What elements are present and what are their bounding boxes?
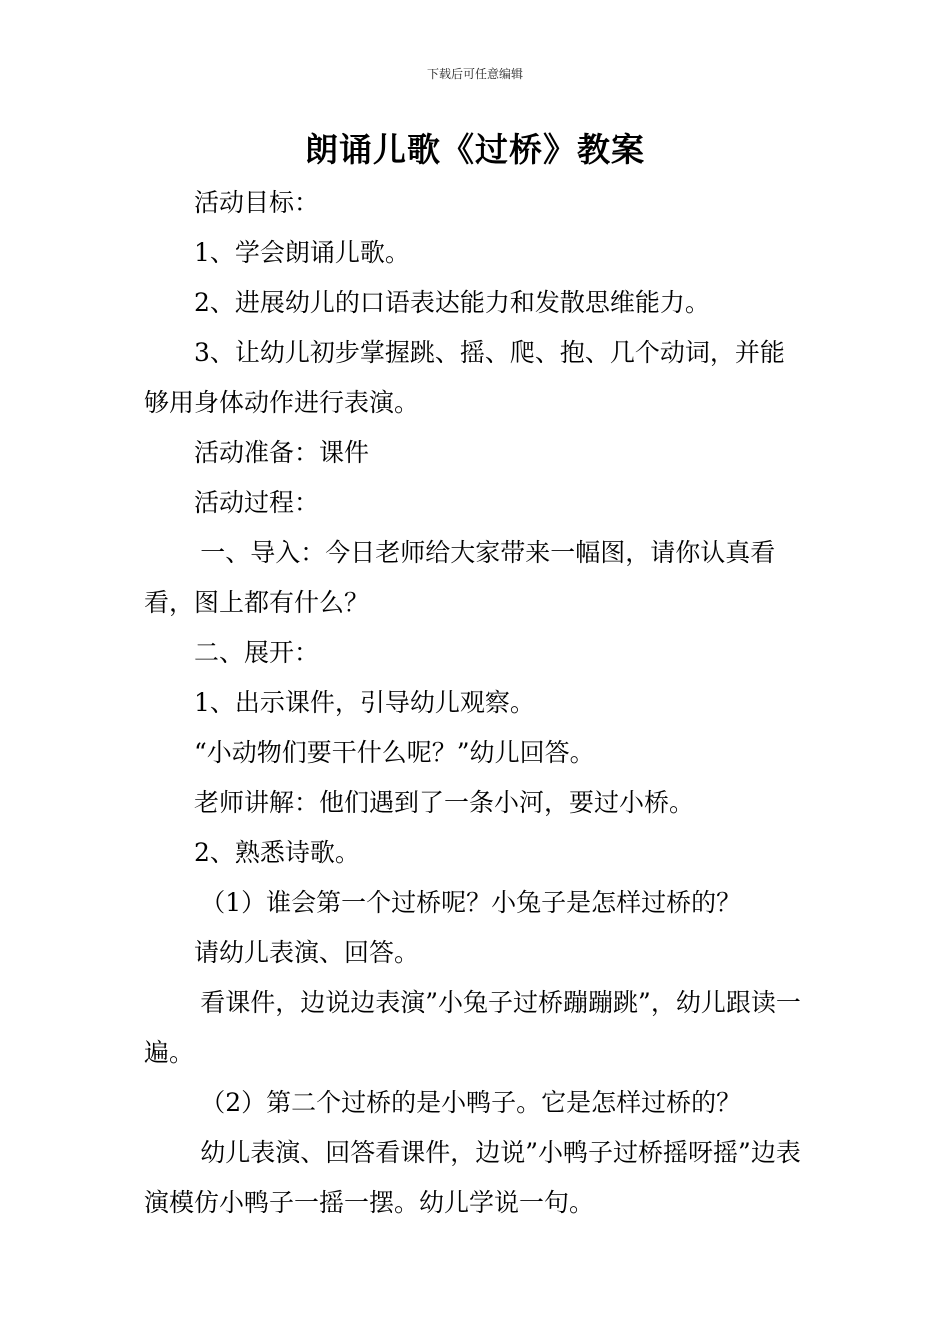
paragraph-question: “小动物们要干什么呢？”幼儿回答。 [194, 738, 595, 767]
paragraph-duck-perform: 幼儿表演、回答看课件，边说”小鸭子过桥摇呀摇”边表演模仿小鸭子一摇一摆。幼儿学说一句。 [144, 1138, 801, 1217]
paragraph-intro: 一、导入：今日老师给大家带来一幅图，请你认真看看，图上都有什么？ [144, 538, 776, 617]
paragraph-rabbit-question: （1）谁会第一个过桥呢？小兔子是怎样过桥的？ [200, 888, 742, 917]
paragraph-teacher-explain: 老师讲解：他们遇到了一条小河，要过小桥。 [194, 788, 695, 817]
document-body [144, 178, 808, 1228]
paragraph-perform-answer: 请幼儿表演、回答。 [194, 938, 420, 967]
paragraph-goals-heading: 活动目标： [194, 188, 320, 217]
paragraph-duck-question: （2）第二个过桥的是小鸭子。它是怎样过桥的？ [200, 1088, 742, 1117]
paragraph-step-1: 1、出示课件，引导幼儿观察。 [194, 688, 535, 717]
document-title: 朗诵儿歌《过桥》教案 [305, 130, 645, 169]
paragraph-rabbit-courseware: 看课件，边说边表演”小兔子过桥蹦蹦跳”，幼儿跟读一遍。 [144, 988, 801, 1067]
paragraph-preparation: 活动准备：课件 [194, 438, 370, 467]
paragraph-expand-heading: 二、展开： [194, 638, 320, 667]
paragraph-process-heading: 活动过程： [194, 488, 320, 517]
paragraph-goal-3: 3、让幼儿初步掌握跳、摇、爬、抱、几个动词，并能够用身体动作进行表演。 [144, 338, 785, 417]
page-header-note: 下载后可任意编辑 [426, 67, 523, 81]
paragraph-goal-2: 2、进展幼儿的口语表达能力和发散思维能力。 [194, 288, 710, 317]
paragraph-goal-1: 1、学会朗诵儿歌。 [194, 238, 410, 267]
paragraph-step-2: 2、熟悉诗歌。 [194, 838, 360, 867]
